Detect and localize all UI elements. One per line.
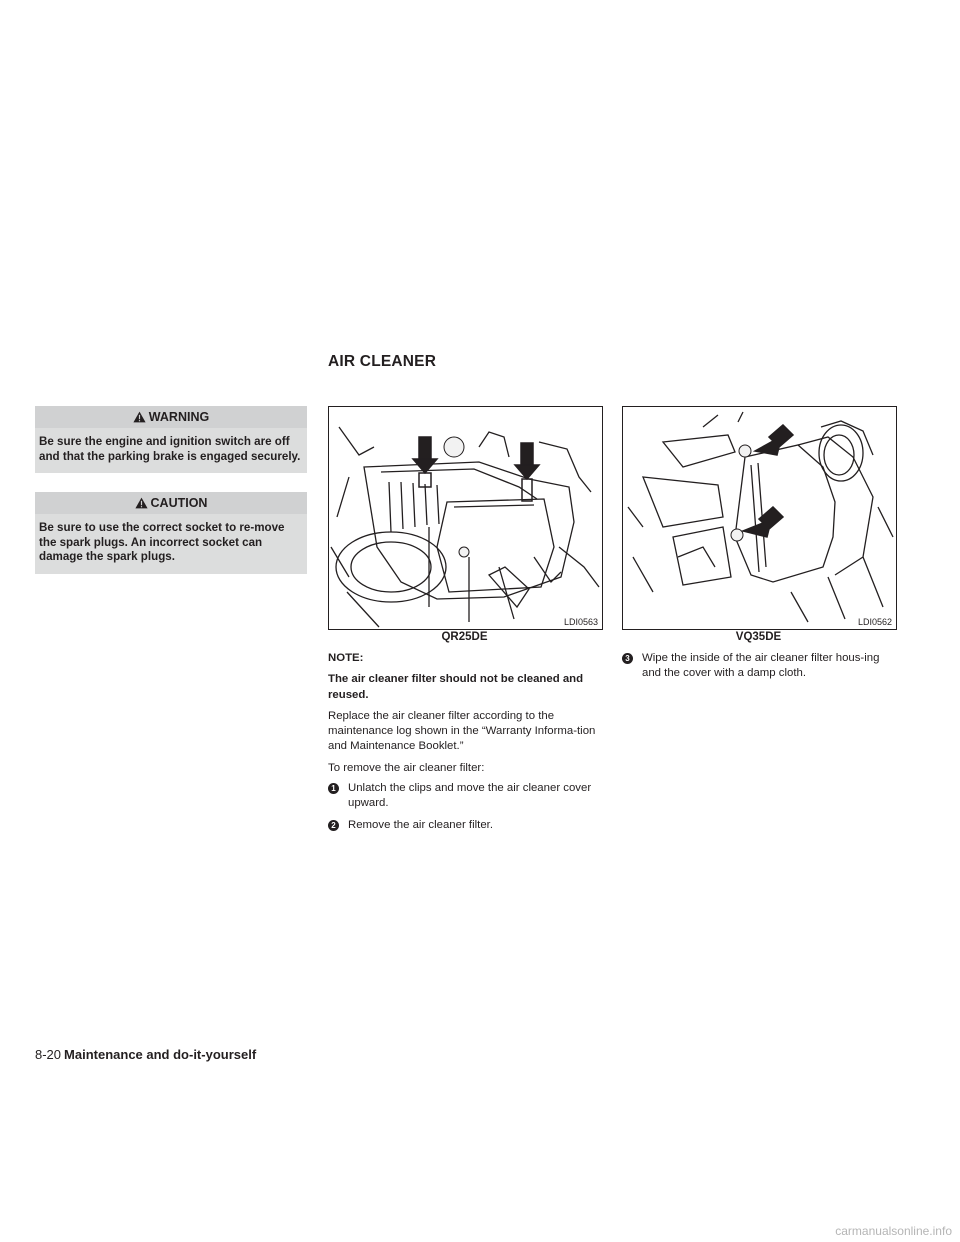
section-title: AIR CLEANER xyxy=(328,353,437,370)
note-bold-text: The air cleaner filter should not be cleaned and reused. xyxy=(328,673,584,701)
caution-header xyxy=(35,492,307,514)
chapter-title: Maintenance and do-it-yourself xyxy=(64,1047,257,1062)
engine-illustration-qr25de xyxy=(329,407,602,629)
caution-text: Be sure to use the correct socket to re-move the spark plugs. An incorrect socket can damage the spark plugs. xyxy=(39,521,285,564)
step-number-badge: 3 xyxy=(622,653,633,664)
note-instructions: To remove the air cleaner filter: xyxy=(328,761,485,774)
right-column xyxy=(622,651,895,682)
step-text: Unlatch the clips and move the air cleaner cover upward. xyxy=(348,782,592,810)
note-column xyxy=(328,651,601,833)
list-item xyxy=(328,781,601,812)
page-footer xyxy=(35,1047,256,1062)
page-number: 8-20 xyxy=(35,1047,62,1062)
caution-icon xyxy=(135,497,148,509)
warning-icon xyxy=(133,411,146,423)
warning-header xyxy=(35,406,307,428)
list-item xyxy=(328,818,601,833)
step-number-badge: 1 xyxy=(328,783,339,794)
engine-illustration-vq35de xyxy=(623,407,896,629)
warning-box xyxy=(35,406,307,473)
figure-caption: VQ35DE xyxy=(735,631,782,643)
figure-qr25de xyxy=(328,406,603,630)
warning-title: WARNING xyxy=(148,410,210,424)
watermark: carmanualsonline.info xyxy=(835,1224,952,1238)
figure-code: LDI0563 xyxy=(563,617,598,627)
list-item xyxy=(622,651,895,682)
note-label: NOTE: xyxy=(328,652,364,664)
step-number-badge: 2 xyxy=(328,820,339,831)
warning-text: Be sure the engine and ignition switch are off and that the parking brake is engaged securely. xyxy=(39,435,301,463)
step-text: Wipe the inside of the air cleaner filter hous-ing and the cover with a damp cloth. xyxy=(642,652,880,680)
figure-caption: QR25DE xyxy=(441,631,488,643)
note-paragraph: Replace the air cleaner filter according to the maintenance log shown in the “Warranty Informa-tion and Maintenance Booklet.” xyxy=(328,709,596,753)
caution-title: CAUTION xyxy=(150,496,208,510)
figure-vq35de xyxy=(622,406,897,630)
figure-code: LDI0562 xyxy=(857,617,892,627)
caution-box xyxy=(35,492,307,574)
step-text: Remove the air cleaner filter. xyxy=(348,818,493,831)
